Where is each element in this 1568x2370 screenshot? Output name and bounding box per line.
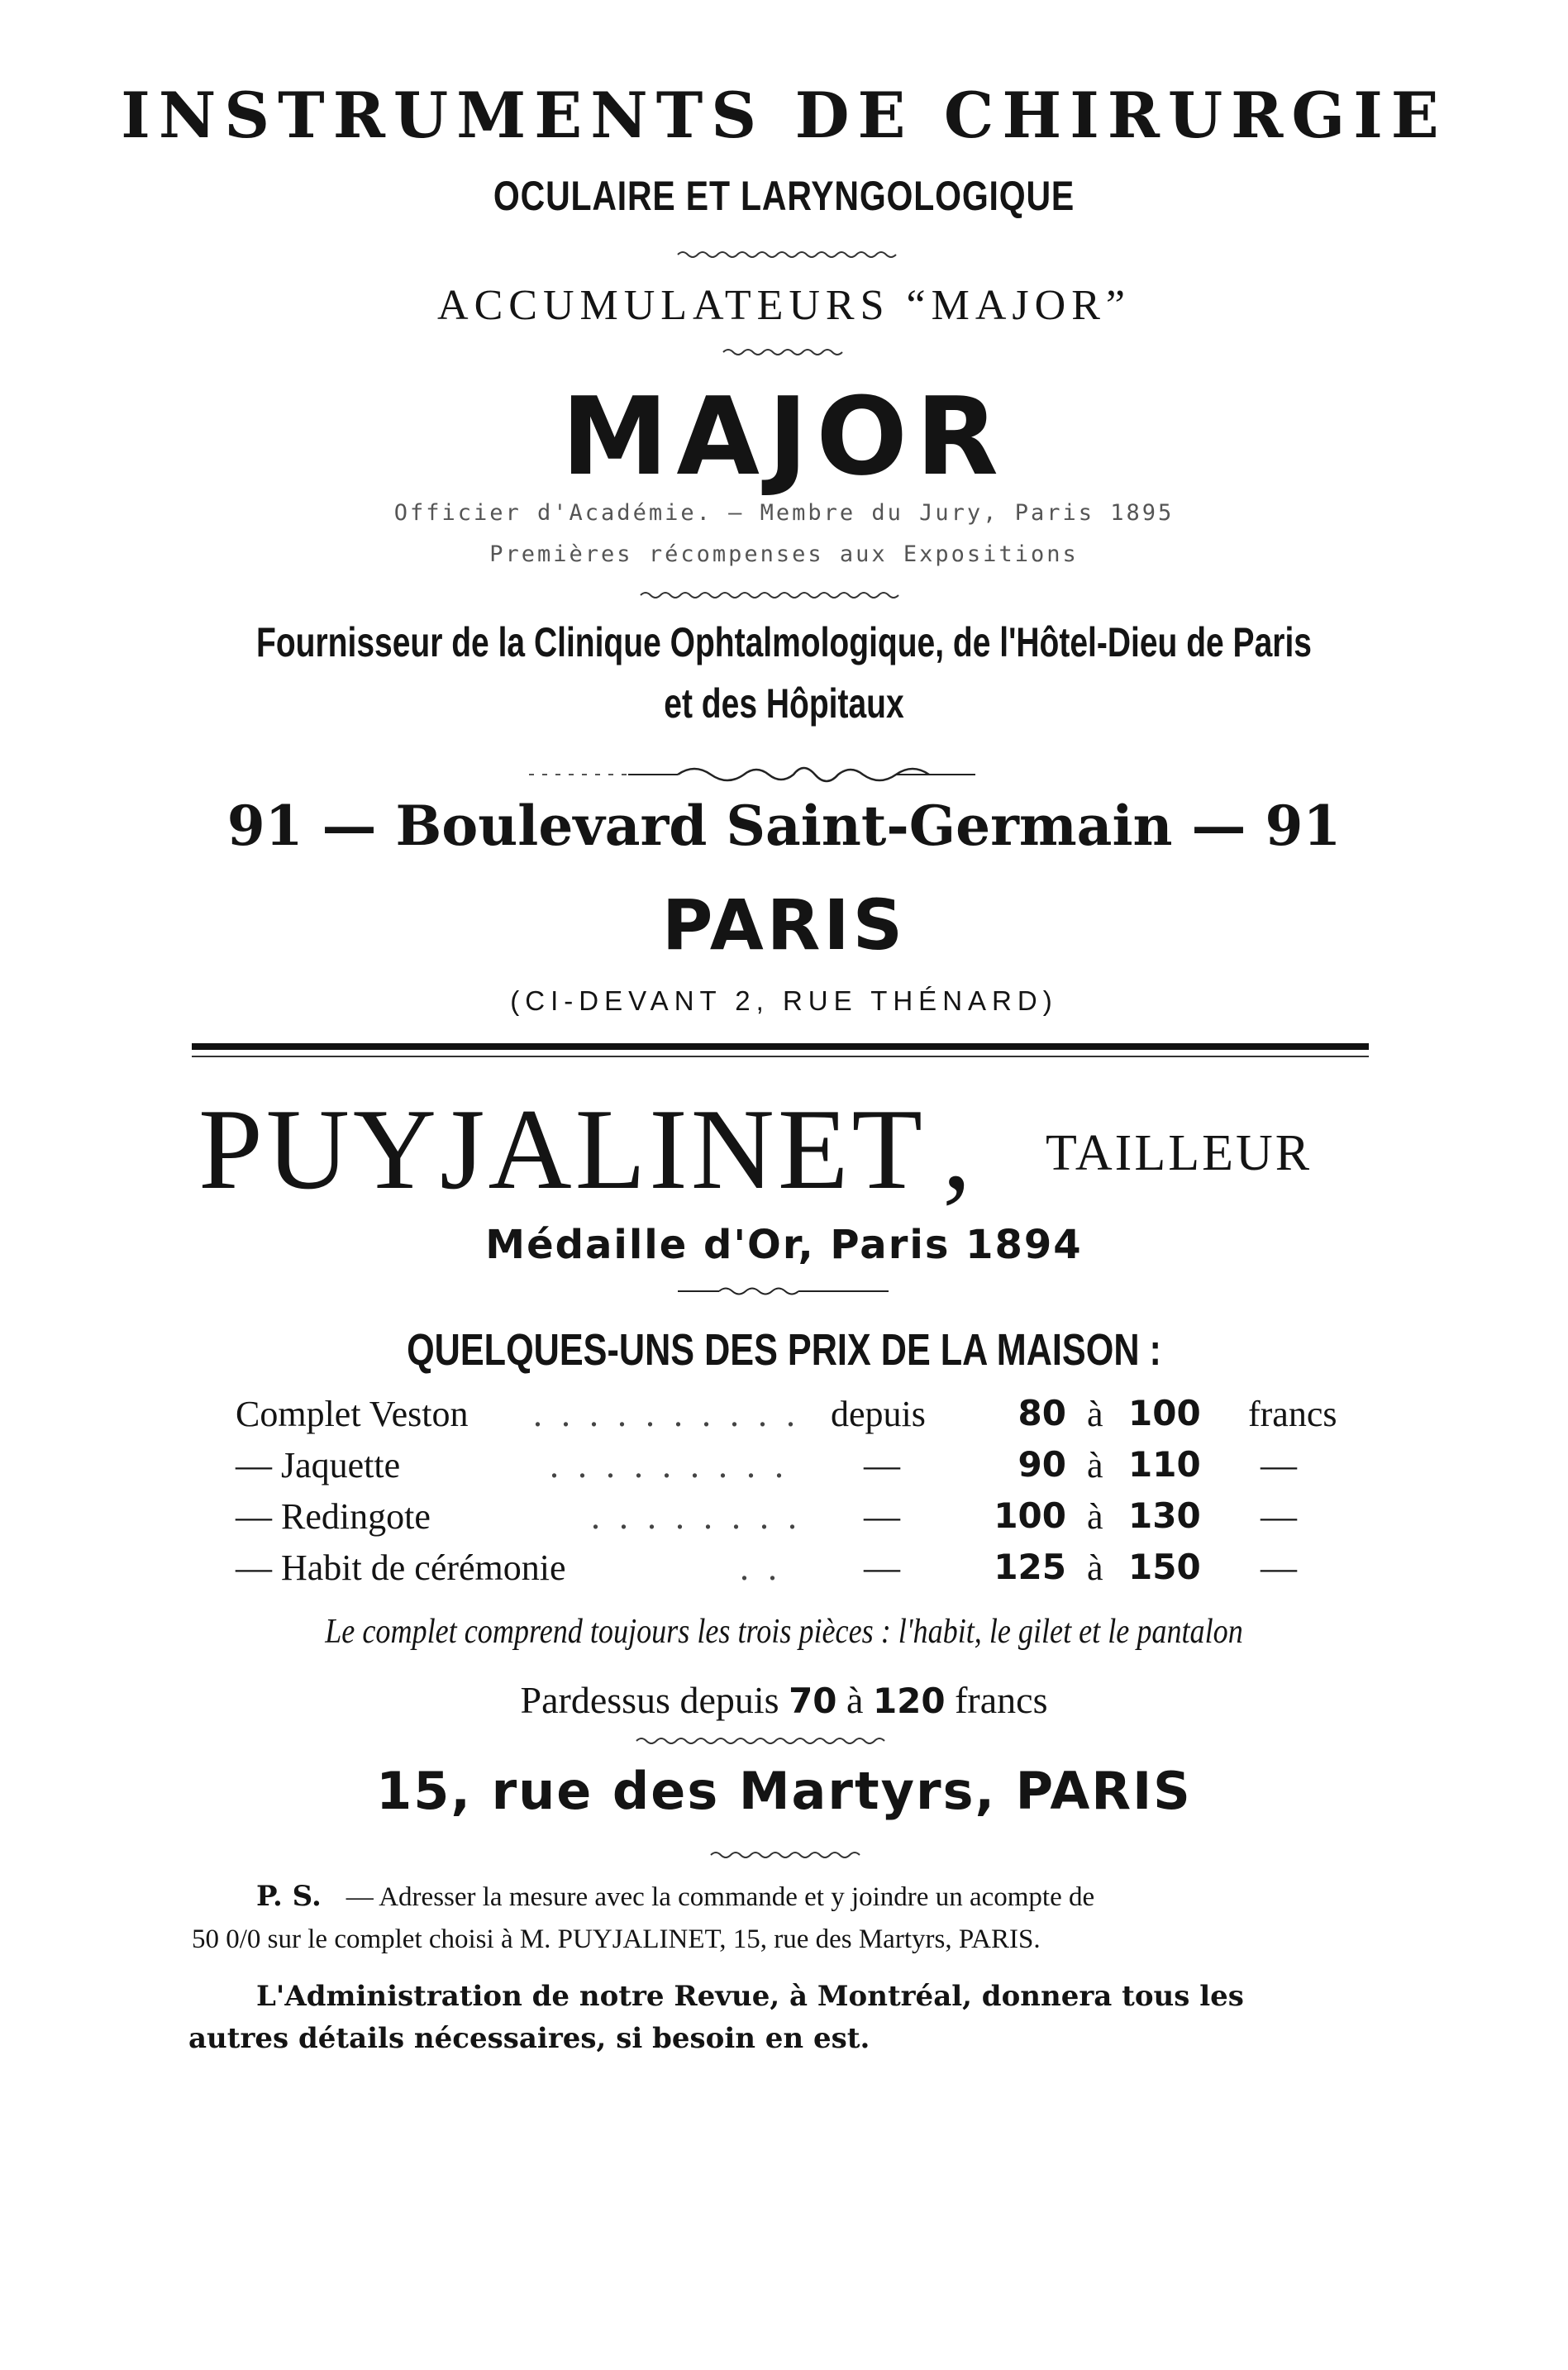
price-a: à xyxy=(1087,1445,1103,1485)
medal-line: Médaille d'Or, Paris 1894 xyxy=(485,1222,1083,1268)
price-row xyxy=(236,1444,1335,1495)
pardessus-label: Pardessus depuis xyxy=(520,1679,779,1721)
price-from: 100 xyxy=(994,1495,1066,1536)
price-depuis: depuis xyxy=(831,1394,926,1434)
supplier-line-2: et des Hôpitaux xyxy=(664,680,904,727)
wavy-divider xyxy=(0,248,1568,260)
complet-note: Le complet comprend toujours les trois pièces : l'habit, le gilet et le pantalon xyxy=(325,1613,1243,1651)
pardessus-a: à xyxy=(846,1679,864,1721)
accumulateurs-line: ACCUMULATEURS “MAJOR” xyxy=(437,282,1131,329)
leader-dots: . . . . . . . . xyxy=(591,1496,802,1537)
postscript-label: P. S. xyxy=(256,1880,322,1913)
price-row xyxy=(236,1495,1335,1547)
former-address: (CI-DEVANT 2, RUE THÉNARD) xyxy=(510,985,1058,1016)
price-from: 125 xyxy=(994,1547,1066,1587)
ad-subheading: OCULAIRE ET LARYNGOLOGIQUE xyxy=(493,173,1075,219)
price-to: 130 xyxy=(1128,1495,1201,1536)
price-depuis: — xyxy=(864,1547,900,1588)
supplier-line: Fournisseur de la Clinique Ophtalmologique, de l'Hôtel-Dieu de Paris xyxy=(256,619,1312,665)
tailor-trade: TAILLEUR xyxy=(1046,1125,1313,1181)
price-a: à xyxy=(1087,1496,1103,1537)
price-item: Complet Veston xyxy=(236,1394,469,1434)
leader-dots: . . . . . . . . . . xyxy=(533,1394,800,1434)
pardessus-from: 70 xyxy=(789,1681,837,1721)
pardessus-currency: francs xyxy=(955,1679,1048,1721)
wavy-divider xyxy=(0,1734,1568,1746)
price-item: — Redingote xyxy=(236,1496,431,1537)
price-item: — Jaquette xyxy=(236,1445,401,1485)
price-to: 110 xyxy=(1128,1444,1201,1485)
tailor-name-comma: , xyxy=(942,1085,971,1214)
postscript-line xyxy=(256,1880,1094,1913)
administration-note-2: autres détails nécessaires, si besoin en est. xyxy=(188,2022,870,2055)
honors-line: Officier d'Académie. — Membre du Jury, Paris 1895 xyxy=(393,500,1175,526)
city-name: PARIS xyxy=(661,885,907,966)
price-currency: — xyxy=(1261,1496,1297,1537)
price-depuis: — xyxy=(864,1496,900,1537)
price-to: 100 xyxy=(1128,1393,1201,1433)
leader-dots: . . xyxy=(740,1547,782,1588)
pardessus-line xyxy=(0,1678,1568,1722)
tailor-address: 15, rue des Martyrs, PARIS xyxy=(376,1761,1192,1821)
price-from: 90 xyxy=(1018,1444,1066,1485)
price-currency: — xyxy=(1261,1547,1297,1588)
ad-heading: INSTRUMENTS DE CHIRURGIE xyxy=(121,79,1447,152)
leader-dots: . . . . . . . . . xyxy=(550,1445,789,1485)
price-from: 80 xyxy=(1018,1393,1066,1433)
awards-line: Premières récompenses aux Expositions xyxy=(489,541,1079,567)
price-currency: — xyxy=(1261,1445,1297,1485)
wavy-divider xyxy=(0,589,1568,600)
postscript-text: — Adresser la mesure avec la commande et y joindre un acompte de xyxy=(346,1882,1095,1912)
price-a: à xyxy=(1087,1547,1103,1588)
brand-name: MAJOR xyxy=(561,374,1007,499)
price-row xyxy=(236,1547,1335,1598)
price-currency: francs xyxy=(1248,1394,1337,1434)
wavy-divider xyxy=(0,346,1568,357)
administration-note: L'Administration de notre Revue, à Montréal, donnera tous les xyxy=(256,1980,1244,2013)
ornament-divider xyxy=(0,765,1568,784)
price-item: — Habit de cérémonie xyxy=(236,1547,566,1588)
postscript-line-2: 50 0/0 sur le complet choisi à M. PUYJALINET, 15, rue des Martyrs, PARIS. xyxy=(192,1924,1041,1954)
wavy-divider xyxy=(0,1848,1568,1860)
price-a: à xyxy=(1087,1394,1103,1434)
prices-heading: QUELQUES-UNS DES PRIX DE LA MAISON : xyxy=(407,1325,1161,1375)
section-divider-thin xyxy=(192,1056,1369,1057)
section-divider xyxy=(192,1043,1369,1050)
wavy-divider xyxy=(0,1285,1568,1297)
pardessus-to: 120 xyxy=(872,1681,946,1721)
price-row xyxy=(236,1393,1335,1444)
street-address: 91 — Boulevard Saint-Germain — 91 xyxy=(226,794,1342,858)
tailor-name: PUYJALINET xyxy=(198,1085,926,1214)
price-list xyxy=(236,1393,1335,1598)
price-depuis: — xyxy=(864,1445,900,1485)
price-to: 150 xyxy=(1128,1547,1201,1587)
